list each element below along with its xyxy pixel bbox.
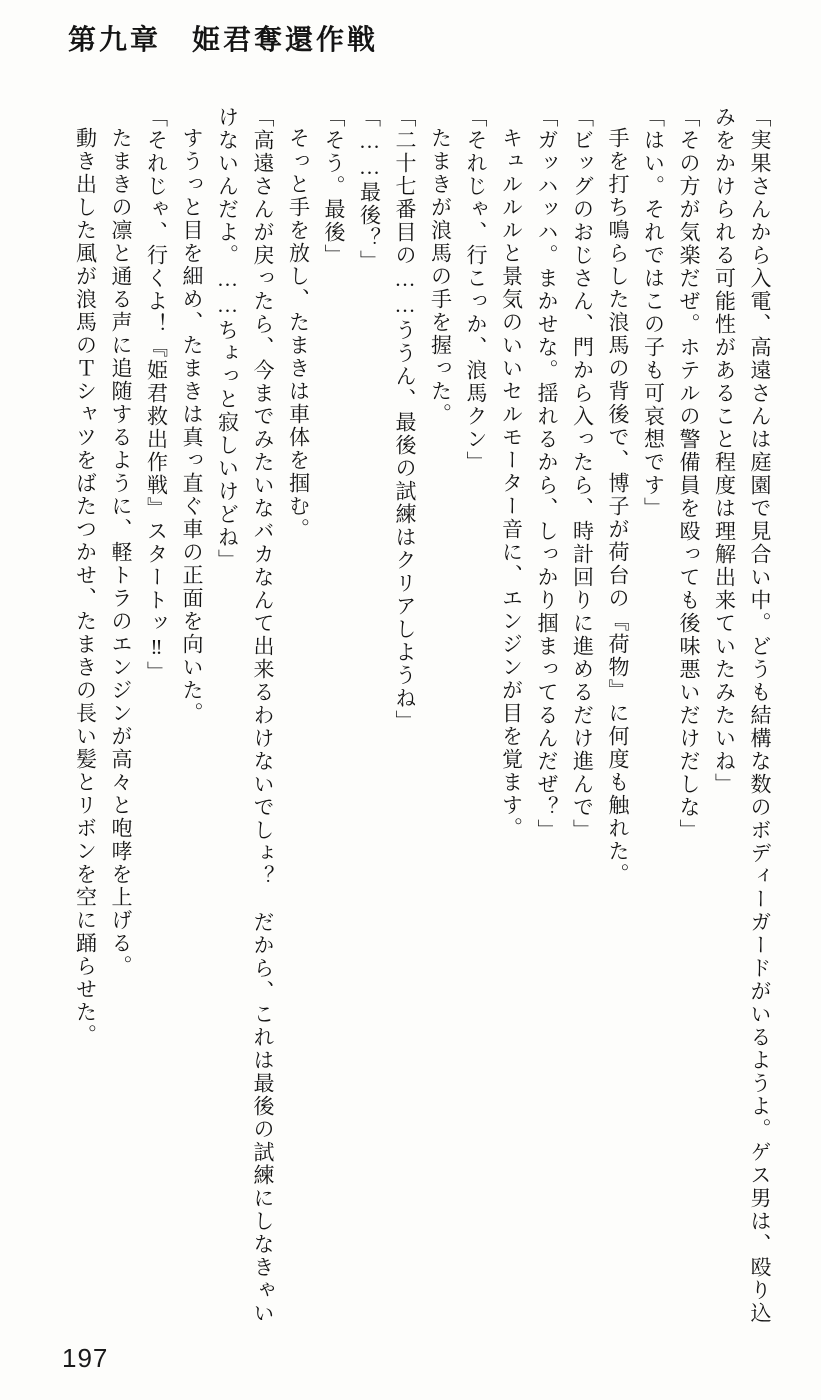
text-line: 「高遠さんが戻ったら、今までみたいなバカなんて出来るわけないでしょ？ だから、これは最後の試練にしなきゃい	[251, 106, 275, 1325]
text-line: たまきが浪馬の手を握った。	[428, 127, 453, 426]
text-line: すうっと目を細め、たまきは真っ直ぐ車の正面を向いた。	[180, 127, 204, 725]
text-line: 「はい。それではこの子も可哀想です」	[641, 106, 666, 520]
text-line: 「二十七番目の……ううん、最後の試練はクリアしようね」	[393, 106, 417, 733]
chapter-header: 第九章 姫君奪還作戦	[68, 25, 379, 56]
text-line: 「そう。最後」	[322, 106, 346, 267]
page-number: 197	[62, 1343, 109, 1373]
text-line: みをかけられる可能性があること程度は理解出来ていたみたいね」	[712, 106, 737, 796]
text-line: 「それじゃ、行こっか、浪馬クン」	[464, 106, 488, 474]
text-line: 「ガッハッハ。まかせな。揺れるから、しっかり掴まってるんだぜ？」	[535, 106, 559, 842]
text-line: 「実果さんから入電、高遠さんは庭園で見合い中。どうも結構な数のボディーガードがいるようよ。ゲス男は、殴り込	[748, 106, 772, 1325]
text-line: 「……最後？」	[357, 106, 382, 273]
text-line: たまきの凛と通る声に追随するように、軽トラのエンジンが高々と咆哮を上げる。	[109, 127, 133, 978]
text-line: 動き出した風が浪馬のＴシャツをばたつかせ、たまきの長い髪とリボンを空に踊らせた。	[73, 127, 98, 1047]
text-line: 手を打ち鳴らした浪馬の背後で、博子が荷台の『荷物』に何度も触れた。	[606, 127, 630, 886]
text-line: 「ビッグのおじさん、門から入ったら、時計回りに進めるだけ進んで」	[570, 106, 595, 842]
text-line: そっと手を放し、たまきは車体を掴む。	[286, 127, 311, 541]
text-line: 「それじゃ、行くよ！『姫君救出作戦』スタートッ‼」	[144, 106, 169, 684]
text-line: けないんだよ。……ちょっと寂しいけどね」	[215, 106, 240, 572]
text-line: 「その方が気楽だぜ。ホテルの警備員を殴っても後味悪いだけだしな」	[677, 106, 701, 842]
text-columns	[67, 106, 777, 1338]
text-line: キュルルルと景気のいいセルモーター音に、エンジンが目を覚ます。	[499, 127, 524, 840]
